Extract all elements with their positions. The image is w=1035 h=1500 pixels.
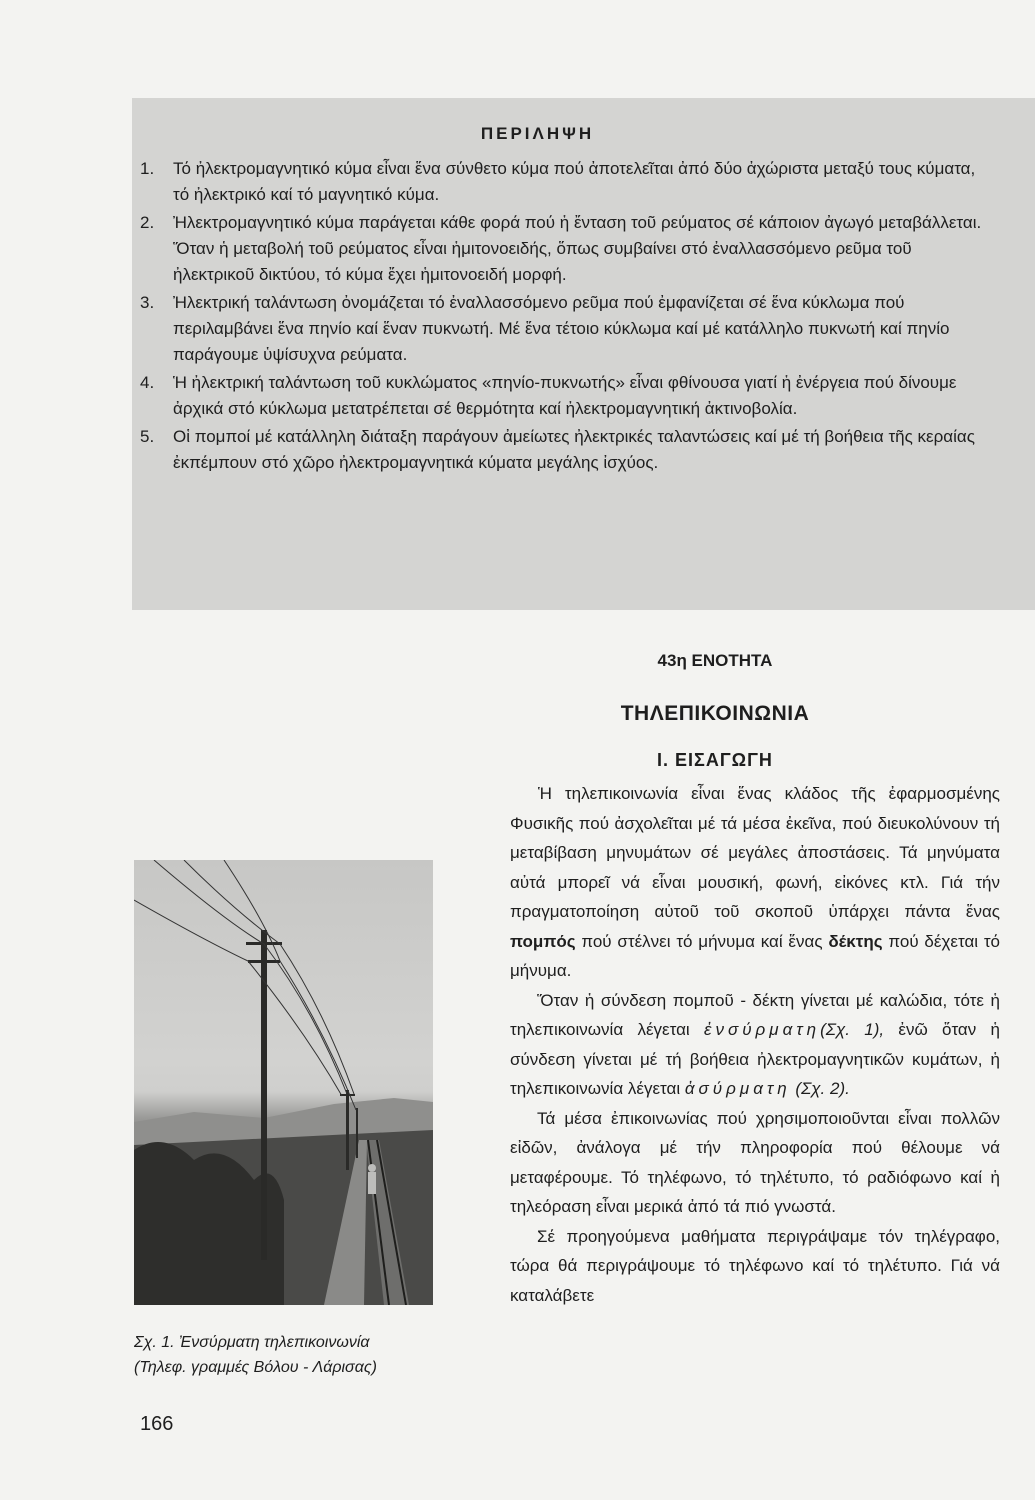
summary-item <box>140 370 985 422</box>
term-wired: ἐνσύρματη <box>703 1020 821 1039</box>
summary-item <box>140 290 985 368</box>
summary-item-text: Ἠλεκτρική ταλάντωση ὀνομάζεται τό ἐναλλασσόμενο ρεῦμα πού ἐμφανίζεται σέ ἕνα κύκλωμα πού περιλαμβάνει ἕνα πηνίο καί ἕναν πυκνωτή. Μέ ἕνα τέτοιο κύκλωμα καί μέ κατάλληλο πυκνωτή καί πηνίο παράγουμε ὑψίσυχνα ρεύματα. <box>173 293 950 364</box>
term-wireless: ἀσύρματη <box>684 1079 791 1098</box>
text-run: Ἡ τηλεπικοινωνία εἶναι ἕνας κλάδος τῆς ἐφαρμοσμένης Φυσικῆς πού ἀσχολεῖται μέ τά μέσα ἐκεῖνα, πού διευκολύνουν τή μεταβίβαση μηνυμάτων σέ μεγάλες ἀποστάσεις. Τά μηνύματα αὐτά μπορεῖ νά εἶναι μουσική, φωνή, εἰκόνες κτλ. Γιά τήν πραγματοποίηση αὐτοῦ τοῦ σκοποῦ ὑπάρχει πάντα ἕνας <box>510 784 1000 921</box>
summary-item-number: 1. <box>140 159 155 178</box>
caption-line-2: (Τηλεφ. γραμμές Βόλου - Λάρισας) <box>134 1359 377 1376</box>
caption-line-1: Σχ. 1. Ἐνσύρματη τηλεπικοινωνία <box>134 1334 370 1351</box>
figure-caption <box>134 1330 444 1380</box>
text-run: Ὅταν ἡ σύνδεση πομποῦ - δέκτη γίνεται μέ καλώδια, τότε ἡ τηλεπικοινωνία λέγεται <box>510 990 1000 1039</box>
unit-title: ΤΗΛΕΠΙΚΟΙΝΩΝΙΑ <box>620 702 810 725</box>
body-text <box>510 779 1000 1310</box>
unit-tag: 43η ΕΝΟΤΗΤΑ <box>657 651 773 670</box>
summary-item-number: 2. <box>140 213 155 232</box>
paragraph-wired <box>510 986 1000 1104</box>
section-subtitle: Ι. ΕΙΣΑΓΩΓΗ <box>657 750 773 770</box>
paragraph-previous: Σέ προηγούμενα μαθήματα περιγράψαμε τόν τηλέγραφο, τώρα θά περιγράψουμε τό τηλέφωνο καί τό τηλέτυπο. Γιά νά καταλάβετε <box>510 1226 1000 1305</box>
summary-item <box>140 210 985 288</box>
summary-item <box>140 424 985 476</box>
summary-item <box>140 156 985 208</box>
figure-ref-1: (Σχ. 1), <box>820 1020 885 1039</box>
figure-ref-2: (Σχ. 2). <box>795 1079 850 1098</box>
summary-item-number: 5. <box>140 427 155 446</box>
term-receiver: δέκτης <box>828 931 883 951</box>
summary-item-number: 3. <box>140 293 155 312</box>
summary-list <box>140 156 985 476</box>
summary-item-text: Οἱ πομποί μέ κατάλληλη διάταξη παράγουν ἀμείωτες ἠλεκτρικές ταλαντώσεις καί μέ τή βοήθεια τῆς κεραίας ἐκπέμπουν στό χῶρο ἠλεκτρομαγνητικά κύματα μεγάλης ἰσχύος. <box>173 427 975 472</box>
text-run: πού δέχεται τό μήνυμα. <box>510 931 1001 980</box>
term-transmitter: πομπός <box>510 931 576 951</box>
summary-item-number: 4. <box>140 373 155 392</box>
summary-item-text: Ἠλεκτρομαγνητικό κύμα παράγεται κάθε φορά πού ἡ ἔνταση τοῦ ρεύματος σέ κάποιον ἀγωγό μεταβάλλεται. Ὅταν ἡ μεταβολή τοῦ ρεύματος εἶναι ἡμιτονοειδής, ὅπως συμβαίνει στό ἐναλλασσόμενο ρεῦμα τοῦ ἠλεκτρικοῦ δικτύου, τό κύμα ἔχει ἡμιτονοειδή μορφή. <box>173 213 982 284</box>
summary-item-text: Ἡ ἠλεκτρική ταλάντωση τοῦ κυκλώματος «πηνίο-πυκνωτής» εἶναι φθίνουσα γιατί ἡ ἐνέργεια πού δίνουμε ἀρχικά στό κύκλωμα μετατρέπεται σέ θερμότητα καί ἠλεκτρομαγνητική ἀκτινοβολία. <box>173 373 957 418</box>
paragraph-intro <box>510 779 1000 986</box>
text-run: ἐνῶ ὅταν ἡ σύνδεση γίνεται μέ τή βοήθεια ἠλεκτρομαγνητικῶν κυμάτων, ἡ τηλεπικοινωνία λέγεται <box>510 1020 1000 1098</box>
summary-title: ΠΕΡΙΛΗΨΗ <box>480 124 595 143</box>
paragraph-media: Τά μέσα ἐπικοινωνίας πού χρησιμοποιοῦνται εἶναι πολλῶν εἰδῶν, ἀνάλογα μέ τήν πληροφορία πού θέλουμε νά μεταφέρουμε. Τό τηλέφωνο, τό τηλέτυπο, τό ραδιόφωνο καί ἡ τηλεόραση εἶναι μερικά ἀπό τά πιό γνωστά. <box>510 1108 1000 1216</box>
page-number: 166 <box>140 1413 174 1435</box>
figure-photo-telephone-lines <box>134 860 433 1305</box>
text-run: πού στέλνει τό μήνυμα καί ἕνας <box>575 931 829 951</box>
summary-item-text: Τό ἠλεκτρομαγνητικό κύμα εἶναι ἕνα σύνθετο κύμα πού ἀποτελεῖται ἀπό δύο ἀχώριστα μεταξύ τους κύματα, τό ἠλεκτρικό καί τό μαγνητικό κύμα. <box>173 159 976 204</box>
photo-illustration <box>134 860 433 1305</box>
